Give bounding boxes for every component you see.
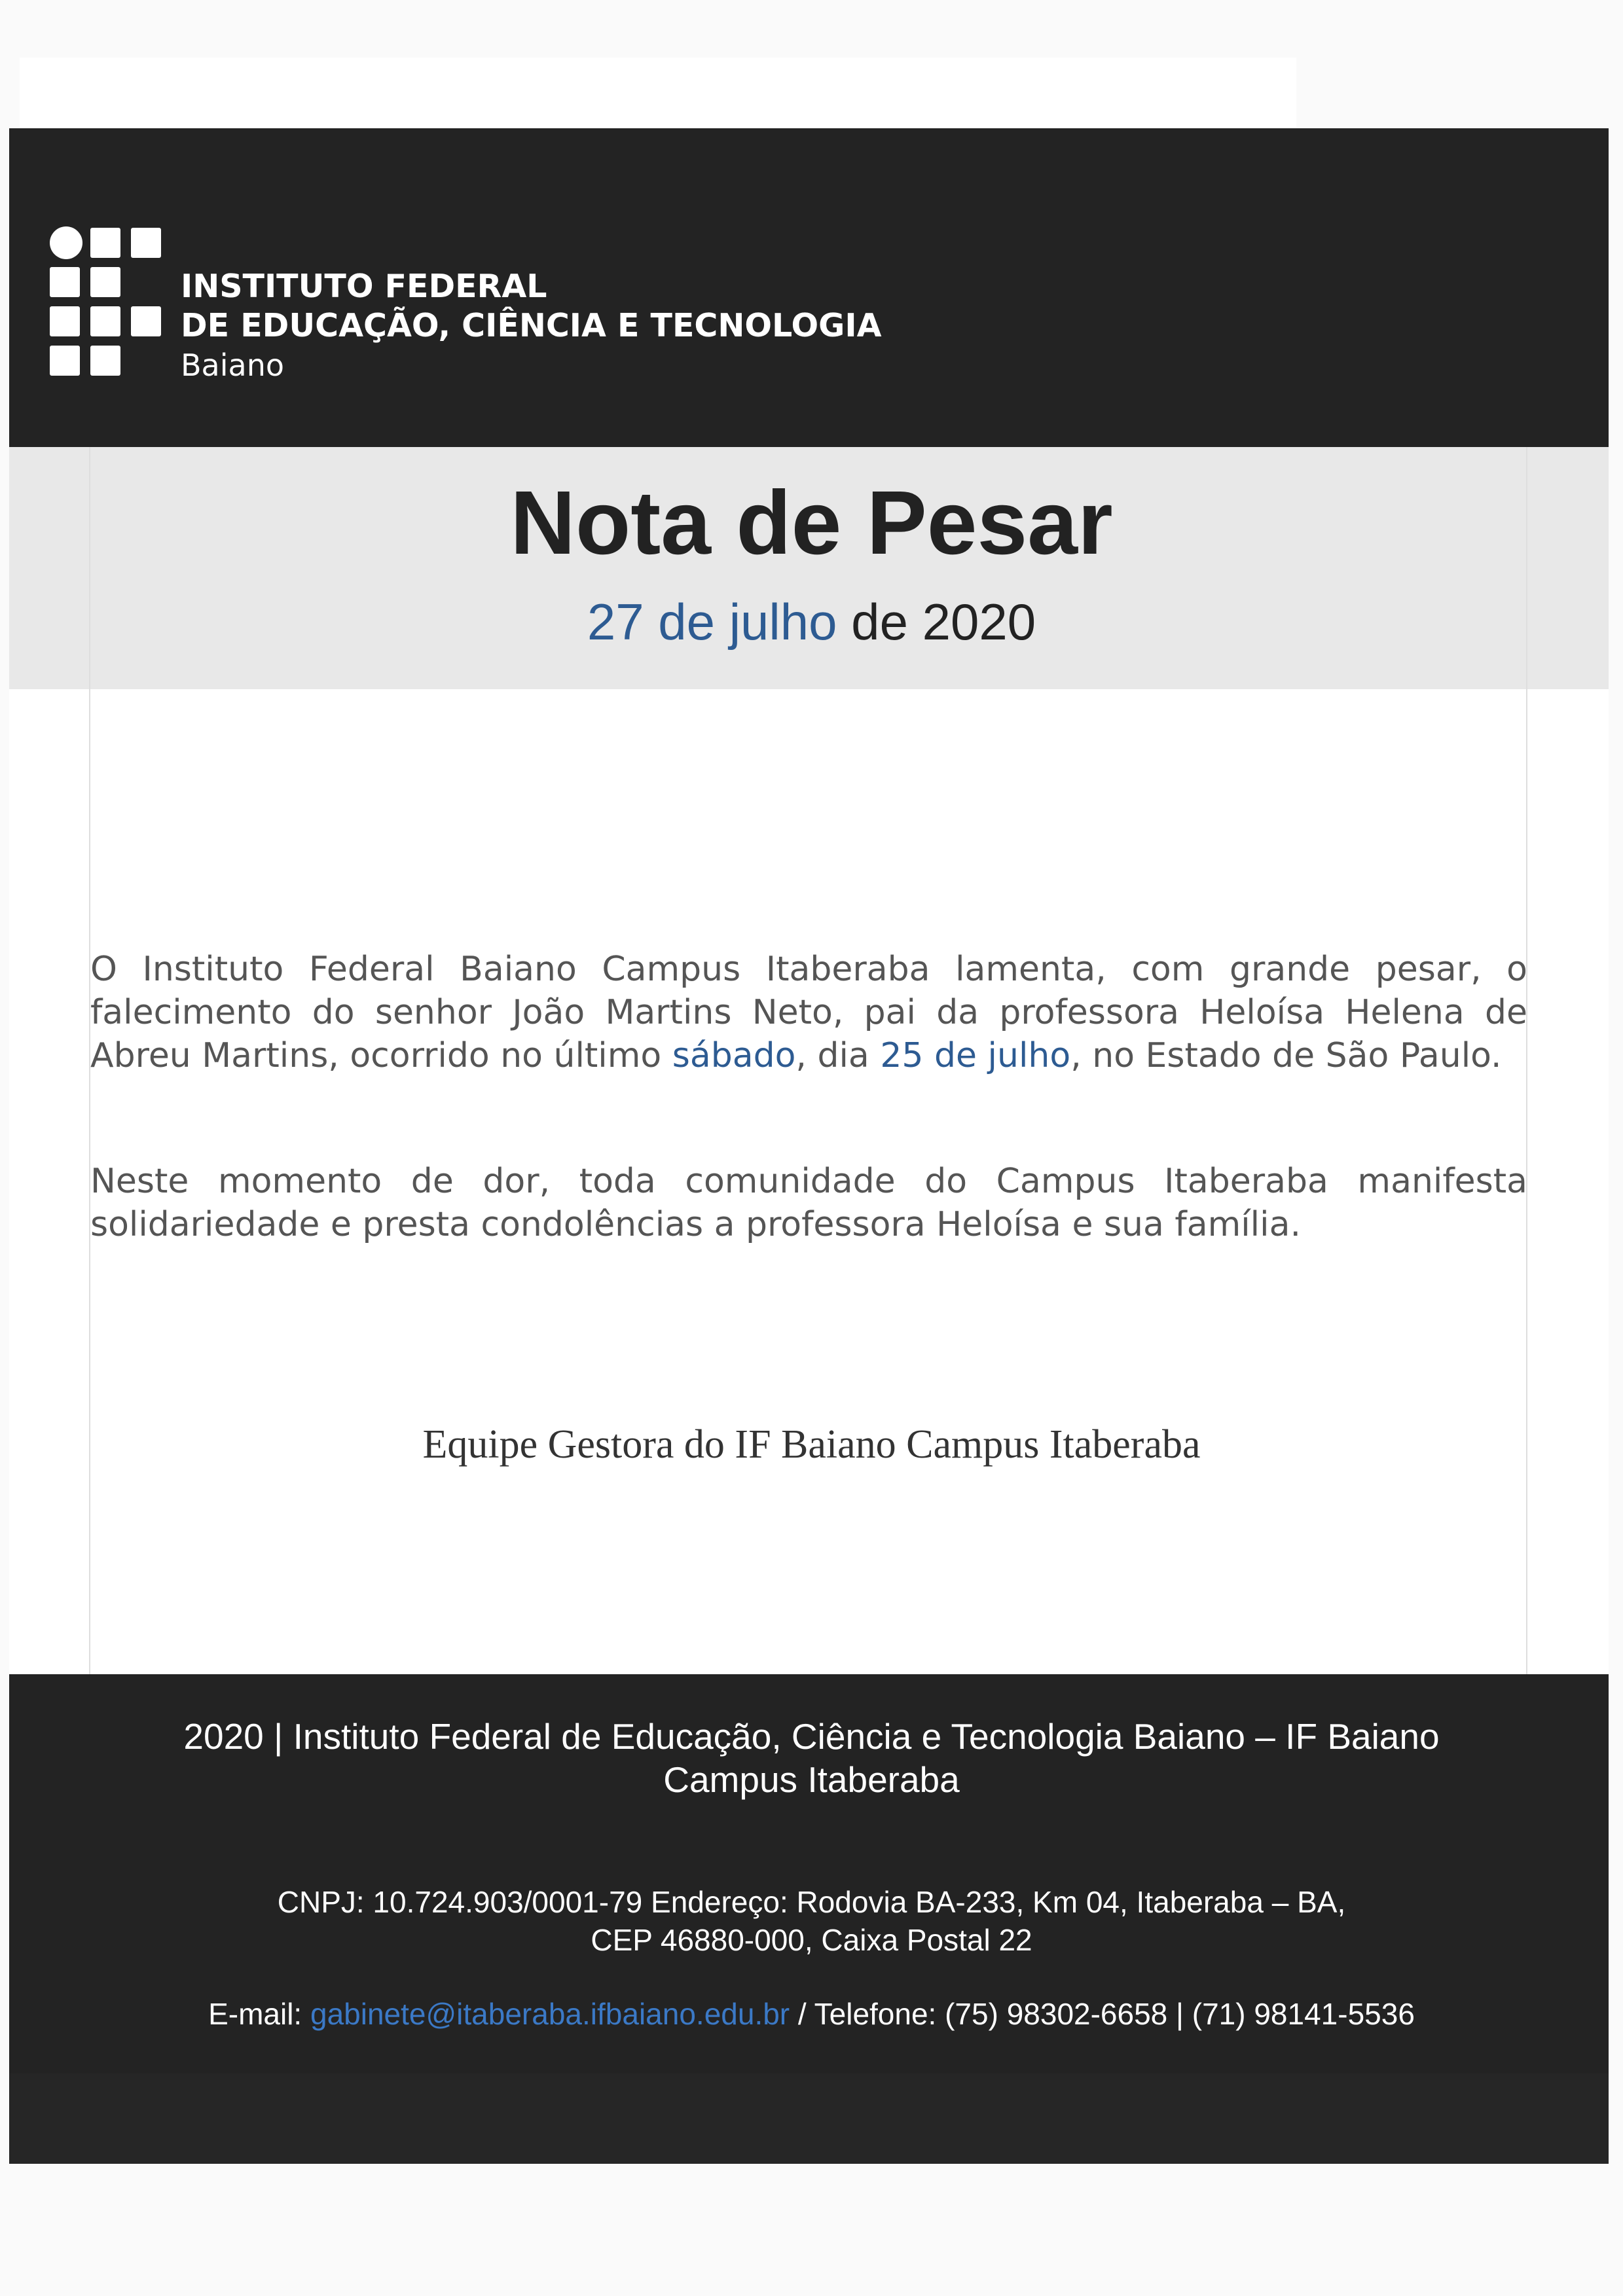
footer-contact [0,1995,1623,2033]
phone-text: / Telefone: (75) 98302-6658 | (71) 98141-5536 [790,1997,1415,2031]
footer-address [0,1883,1623,1959]
email-label: E-mail: [208,1997,310,2031]
paragraph-1-text-a: O Instituto Federal Baiano Campus Itaberaba lamenta, com grande pesar, o falecimento do senhor João Martins Neto, pai da professora Heloísa Helena de Abreu Martins, ocorrido no último [90,950,1527,1075]
institution-name [181,267,882,385]
footer-institution [0,1715,1623,1801]
paragraph-1 [90,948,1527,1077]
footer-line-2: Campus Itaberaba [663,1759,960,1800]
saturday-link[interactable]: sábado [672,1036,796,1075]
date-year: de 2020 [837,593,1036,651]
footer-bottom-band [9,2073,1609,2164]
page-title: Nota de Pesar [510,473,1113,573]
if-logo-grid-icon [50,226,168,378]
institution-line-2: DE EDUCAÇÃO, CIÊNCIA E TECNOLOGIA [181,307,882,344]
paragraph-1-text-c: , no Estado de São Paulo. [1070,1036,1502,1075]
institution-line-1: INSTITUTO FEDERAL [181,268,547,305]
footer-line-1: 2020 | Instituto Federal de Educação, Ciência e Tecnologia Baiano – IF Baiano [183,1716,1440,1757]
signature: Equipe Gestora do IF Baiano Campus Itaberaba [422,1422,1201,1467]
top-white-strip [20,58,1296,130]
footer-line-4: CEP 46880-000, Caixa Postal 22 [591,1923,1032,1957]
institution-line-3: Baiano [181,348,285,383]
paragraph-2: Neste momento de dor, toda comunidade do Campus Itaberaba manifesta solidariedade e presta condolências a professora Heloísa e sua família. [90,1162,1527,1244]
email-link[interactable]: gabinete@itaberaba.ifbaiano.edu.br [310,1997,790,2031]
page-date [0,592,1623,652]
date-link[interactable]: 27 de julho [587,593,837,651]
july-25-link[interactable]: 25 de julho [880,1036,1071,1075]
footer-line-3: CNPJ: 10.724.903/0001-79 Endereço: Rodovia BA-233, Km 04, Itaberaba – BA, [277,1885,1346,1919]
paragraph-1-text-b: , dia [795,1036,881,1075]
